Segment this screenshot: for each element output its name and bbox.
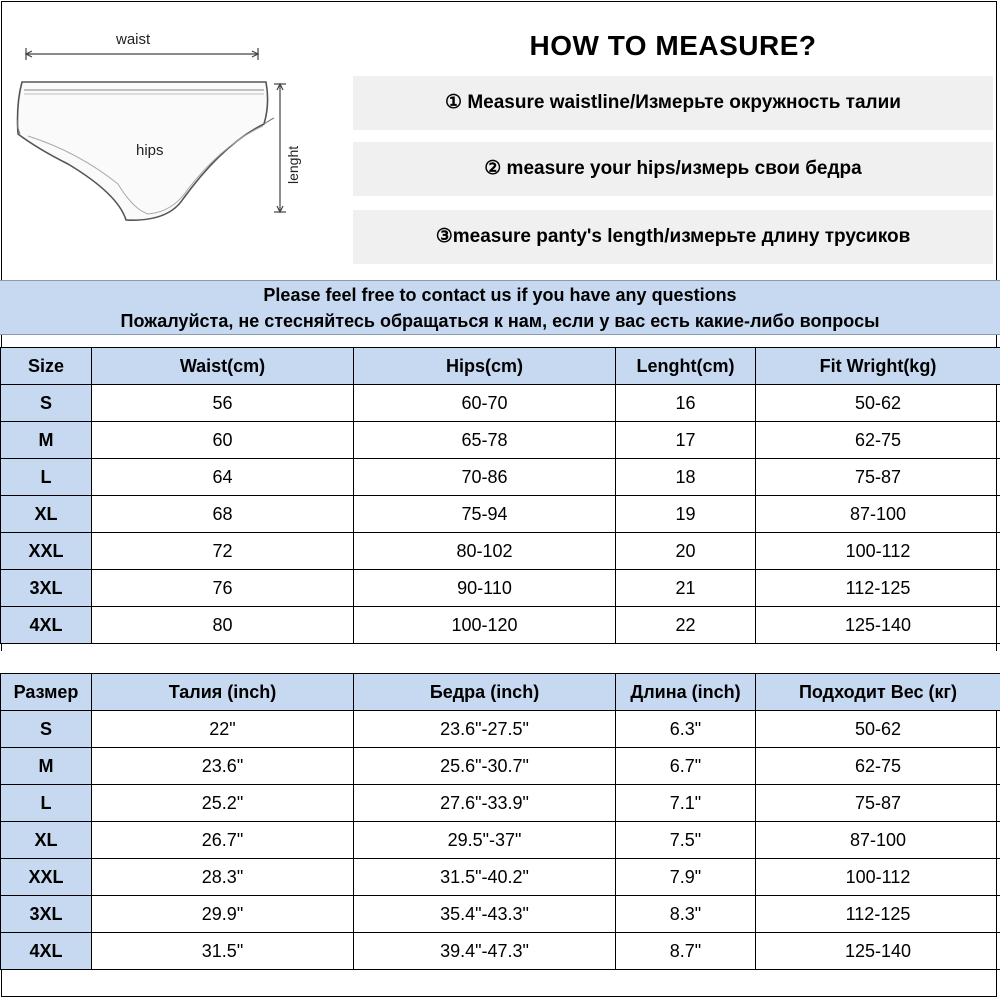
size-label-cell: S [1,711,92,748]
table-cell: 75-87 [756,785,1000,822]
table-cell: 80 [92,607,354,644]
table-cell: 112-125 [756,570,1000,607]
table-cell: 112-125 [756,896,1000,933]
inch-header-cell: Длина (inch) [616,674,756,711]
table-cell: 19 [616,496,756,533]
hips-label: hips [136,142,164,159]
cm-header-cell: Hips(cm) [354,348,616,385]
table-cell: 25.2" [92,785,354,822]
size-table-cm [0,347,1000,644]
measurement-diagram [8,24,308,234]
how-to-measure-title: HOW TO MEASURE? [529,30,817,61]
size-label-cell: 3XL [1,896,92,933]
table-cell: 80-102 [354,533,616,570]
table-row [1,385,1000,422]
inch-header-cell: Размер [1,674,92,711]
table-cell: 31.5"-40.2" [354,859,616,896]
table-cell: 23.6" [92,748,354,785]
size-label-cell: M [1,748,92,785]
size-label-cell: 3XL [1,570,92,607]
table-row [1,570,1000,607]
table-cell: 20 [616,533,756,570]
table-cell: 22" [92,711,354,748]
table-cell: 8.7" [616,933,756,970]
table-cell: 35.4"-43.3" [354,896,616,933]
cm-header-cell: Lenght(cm) [616,348,756,385]
table-cell: 31.5" [92,933,354,970]
table-row [1,748,1000,785]
table-cell: 7.5" [616,822,756,859]
table-cell: 16 [616,385,756,422]
size-label-cell: XL [1,496,92,533]
cm-header-cell: Fit Wright(kg) [756,348,1000,385]
contact-banner [0,280,1000,335]
table-row [1,459,1000,496]
table-row [1,822,1000,859]
size-label-cell: M [1,422,92,459]
table-cell: 87-100 [756,496,1000,533]
size-label-cell: XXL [1,859,92,896]
table-cell: 75-87 [756,459,1000,496]
table-row [1,859,1000,896]
table-cell: 87-100 [756,822,1000,859]
inch-header-cell: Бедра (inch) [354,674,616,711]
table-cell: 26.7" [92,822,354,859]
table-cell: 100-112 [756,859,1000,896]
size-label-cell: XL [1,822,92,859]
table-cell: 62-75 [756,422,1000,459]
table-row [1,496,1000,533]
size-label-cell: XXL [1,533,92,570]
table-cell: 60-70 [354,385,616,422]
table-cell: 72 [92,533,354,570]
cm-header-cell: Waist(cm) [92,348,354,385]
contact-line-ru: Пожалуйста, не стесняйтесь обращаться к нам, если у вас есть какие-либо вопросы [120,311,880,331]
table-cell: 90-110 [354,570,616,607]
inch-header-cell: Талия (inch) [92,674,354,711]
table-cell: 7.9" [616,859,756,896]
table-cell: 125-140 [756,607,1000,644]
table-gap [0,651,1000,673]
table-row [1,711,1000,748]
table-cell: 6.7" [616,748,756,785]
table-row [1,896,1000,933]
size-label-cell: S [1,385,92,422]
table-row [1,607,1000,644]
inch-header-row [1,674,1000,711]
cm-header-row [1,348,1000,385]
table-row [1,933,1000,970]
table-cell: 62-75 [756,748,1000,785]
table-cell: 6.3" [616,711,756,748]
table-cell: 125-140 [756,933,1000,970]
table-cell: 18 [616,459,756,496]
table-cell: 29.9" [92,896,354,933]
size-label-cell: L [1,785,92,822]
contact-line-en: Please feel free to contact us if you have any questions [263,285,737,305]
table-cell: 7.1" [616,785,756,822]
table-cell: 8.3" [616,896,756,933]
table-cell: 22 [616,607,756,644]
cm-header-cell: Size [1,348,92,385]
table-cell: 29.5"-37" [354,822,616,859]
size-label-cell: 4XL [1,933,92,970]
table-cell: 39.4"-47.3" [354,933,616,970]
step-measure-length: ③measure panty's length/измерьте длину трусиков [353,210,993,264]
step-measure-hips: ② measure your hips/измерь свои бедра [353,142,993,196]
inch-header-cell: Подходит Вес (кг) [756,674,1000,711]
table-cell: 17 [616,422,756,459]
table-cell: 56 [92,385,354,422]
table-cell: 25.6"-30.7" [354,748,616,785]
size-label-cell: L [1,459,92,496]
table-cell: 21 [616,570,756,607]
table-cell: 75-94 [354,496,616,533]
table-cell: 68 [92,496,354,533]
table-cell: 100-112 [756,533,1000,570]
table-row [1,533,1000,570]
size-table-inch [0,673,1000,970]
table-cell: 27.6"-33.9" [354,785,616,822]
table-cell: 100-120 [354,607,616,644]
waist-label: waist [116,31,151,48]
table-row [1,422,1000,459]
table-cell: 76 [92,570,354,607]
table-cell: 23.6"-27.5" [354,711,616,748]
length-label: lenght [285,145,301,184]
table-row [1,785,1000,822]
table-cell: 70-86 [354,459,616,496]
table-cell: 50-62 [756,385,1000,422]
table-cell: 60 [92,422,354,459]
size-label-cell: 4XL [1,607,92,644]
table-cell: 64 [92,459,354,496]
table-cell: 65-78 [354,422,616,459]
step-measure-waist: ① Measure waistline/Измерьте окружность талии [353,76,993,130]
table-cell: 28.3" [92,859,354,896]
table-cell: 50-62 [756,711,1000,748]
